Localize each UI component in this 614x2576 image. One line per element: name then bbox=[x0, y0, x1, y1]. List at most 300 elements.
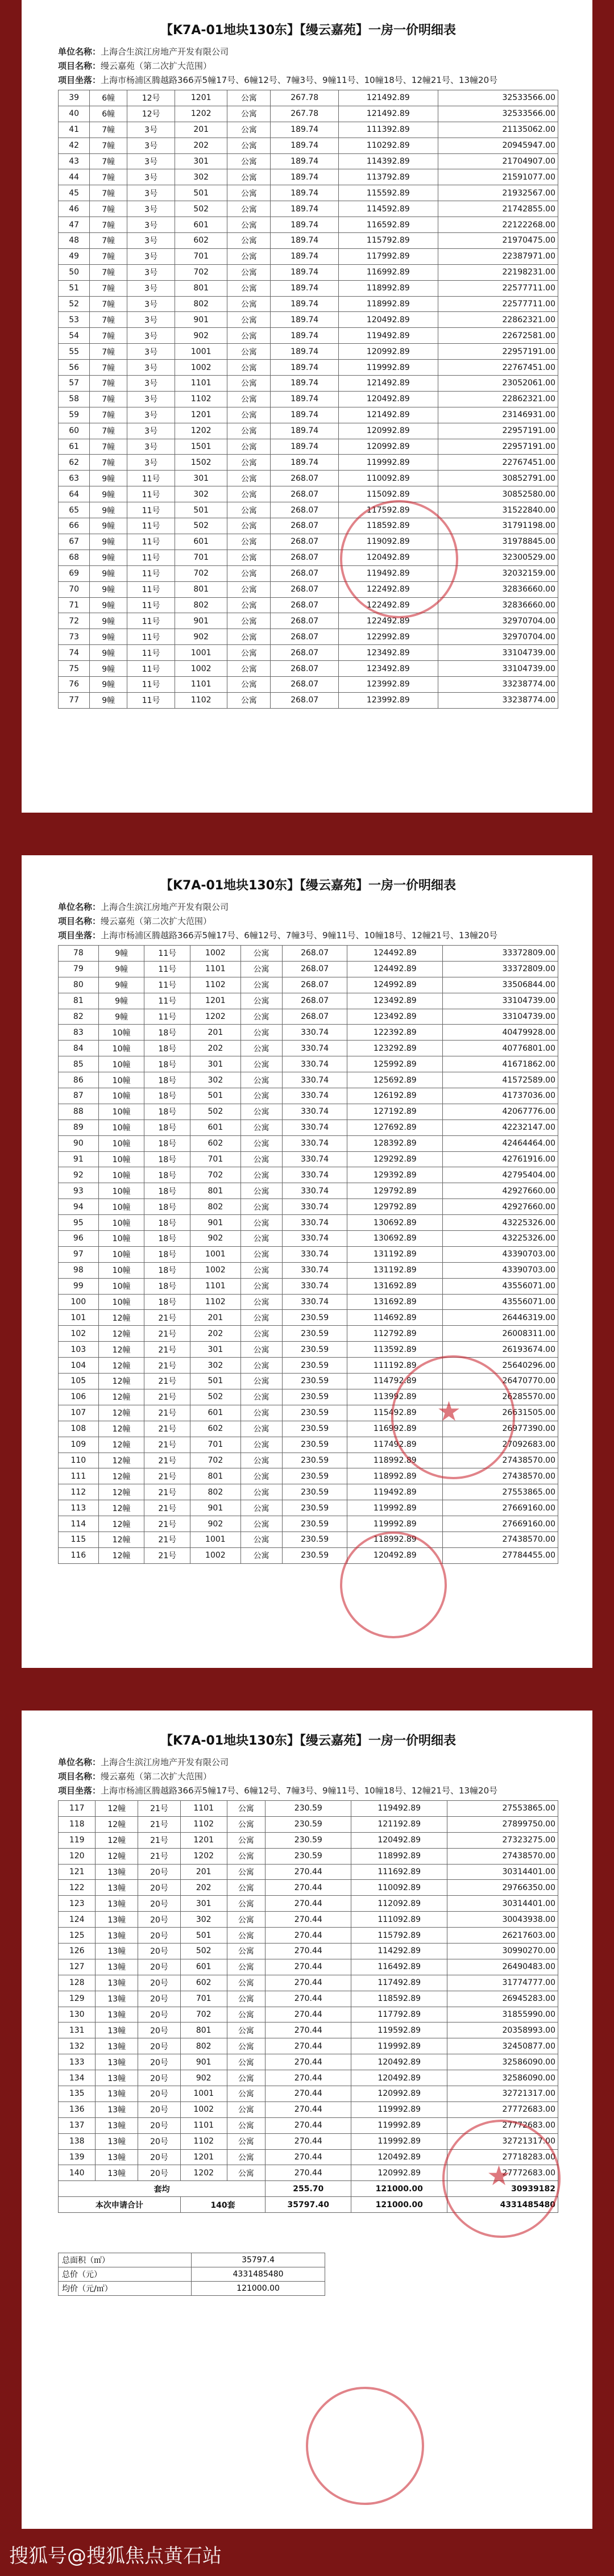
table-cell: 公寓 bbox=[227, 264, 271, 280]
table-cell: 90 bbox=[59, 1135, 99, 1151]
summary-value: 35797.4 bbox=[192, 2253, 325, 2267]
table-cell: 1101 bbox=[190, 1278, 240, 1294]
table-cell: 42 bbox=[59, 138, 90, 153]
table-cell: 18号 bbox=[144, 1072, 190, 1088]
table-cell: 502 bbox=[190, 1104, 240, 1120]
table-cell: 119092.89 bbox=[338, 534, 438, 550]
table-cell: 116 bbox=[59, 1547, 99, 1563]
table-cell: 21号 bbox=[144, 1453, 190, 1468]
table-row bbox=[59, 502, 558, 518]
table-cell: 公寓 bbox=[227, 502, 271, 518]
table-cell: 公寓 bbox=[240, 1056, 282, 1072]
table-cell: 189.74 bbox=[271, 185, 339, 201]
table-cell: 18号 bbox=[144, 1088, 190, 1104]
table-cell: 111 bbox=[59, 1468, 99, 1484]
table-cell: 11号 bbox=[127, 486, 175, 502]
table-cell: 9幢 bbox=[90, 550, 127, 565]
table-cell: 75 bbox=[59, 661, 90, 677]
table-cell: 201 bbox=[190, 1025, 240, 1041]
table-cell: 7幢 bbox=[90, 233, 127, 249]
table-cell: 13幢 bbox=[96, 1880, 138, 1896]
table-cell: 21号 bbox=[144, 1342, 190, 1358]
table-row bbox=[59, 613, 558, 629]
total-amount: 4331485480 bbox=[447, 2197, 558, 2213]
table-cell: 42232147.00 bbox=[443, 1120, 558, 1135]
table-cell: 1001 bbox=[175, 645, 227, 661]
table-cell: 12幢 bbox=[98, 1500, 144, 1516]
table-row bbox=[59, 534, 558, 550]
table-cell: 20号 bbox=[138, 1959, 181, 1975]
table-cell: 41671862.00 bbox=[443, 1056, 558, 1072]
table-cell: 118592.89 bbox=[338, 518, 438, 534]
table-cell: 21970475.00 bbox=[438, 233, 558, 249]
table-cell: 113992.89 bbox=[347, 1389, 443, 1405]
project-label: 项目名称： bbox=[58, 61, 101, 71]
table-cell: 301 bbox=[175, 471, 227, 486]
summary-table bbox=[58, 2253, 325, 2296]
table-row bbox=[59, 1009, 558, 1025]
table-cell: 7幢 bbox=[90, 296, 127, 312]
table-cell: 124992.89 bbox=[347, 977, 443, 993]
table-cell: 133 bbox=[59, 2054, 96, 2070]
table-cell: 公寓 bbox=[227, 1944, 265, 1959]
table-cell: 公寓 bbox=[227, 328, 271, 344]
table-cell: 302 bbox=[180, 1912, 227, 1928]
table-cell: 30043938.00 bbox=[447, 1912, 558, 1928]
table-cell: 71 bbox=[59, 597, 90, 613]
table-cell: 公寓 bbox=[227, 1912, 265, 1928]
table-cell: 82 bbox=[59, 1009, 99, 1025]
table-cell: 202 bbox=[175, 138, 227, 153]
table-row bbox=[59, 312, 558, 328]
table-cell: 270.44 bbox=[265, 2054, 351, 2070]
table-cell: 20号 bbox=[138, 1975, 181, 1991]
table-cell: 13幢 bbox=[96, 1975, 138, 1991]
table-row bbox=[59, 1199, 558, 1215]
table-cell: 330.74 bbox=[282, 1183, 347, 1199]
project-name: 缦云嘉苑（第二次扩大范围） bbox=[101, 61, 212, 71]
table-cell: 330.74 bbox=[282, 1135, 347, 1151]
table-cell: 120492.89 bbox=[351, 2149, 447, 2165]
table-cell: 22672581.00 bbox=[438, 328, 558, 344]
table-row bbox=[59, 1262, 558, 1278]
table-row bbox=[59, 407, 558, 423]
average-label: 套均 bbox=[59, 2181, 265, 2197]
table-cell: 27772683.00 bbox=[447, 2101, 558, 2117]
table-cell: 21号 bbox=[144, 1500, 190, 1516]
table-cell: 21742855.00 bbox=[438, 201, 558, 217]
table-cell: 公寓 bbox=[240, 1025, 282, 1041]
table-cell: 112 bbox=[59, 1484, 99, 1500]
table-cell: 21号 bbox=[138, 1848, 181, 1864]
table-cell: 230.59 bbox=[282, 1421, 347, 1437]
table-cell: 1002 bbox=[175, 661, 227, 677]
table-cell: 77 bbox=[59, 692, 90, 708]
table-cell: 131 bbox=[59, 2022, 96, 2038]
table-cell: 公寓 bbox=[227, 645, 271, 661]
table-cell: 公寓 bbox=[227, 2022, 265, 2038]
table-row bbox=[59, 1532, 558, 1547]
page-title: 【K7A-01地块130东】【缦云嘉苑】一房一价明细表 bbox=[160, 879, 457, 893]
table-cell: 84 bbox=[59, 1041, 99, 1056]
table-cell: 公寓 bbox=[227, 1848, 265, 1864]
table-row bbox=[59, 1848, 558, 1864]
table-row bbox=[59, 169, 558, 185]
table-cell: 22862321.00 bbox=[438, 312, 558, 328]
table-cell: 302 bbox=[175, 486, 227, 502]
average-total: 30939182 bbox=[447, 2181, 558, 2197]
table-cell: 公寓 bbox=[240, 1484, 282, 1500]
table-cell: 3号 bbox=[127, 391, 175, 407]
table-cell: 122492.89 bbox=[338, 597, 438, 613]
table-cell: 21号 bbox=[144, 1326, 190, 1342]
table-cell: 62 bbox=[59, 455, 90, 471]
table-cell: 11号 bbox=[127, 692, 175, 708]
table-cell: 73 bbox=[59, 629, 90, 645]
table-cell: 1002 bbox=[190, 946, 240, 962]
table-cell: 18号 bbox=[144, 1278, 190, 1294]
table-cell: 23052061.00 bbox=[438, 376, 558, 392]
table-row bbox=[59, 550, 558, 565]
table-cell: 公寓 bbox=[227, 280, 271, 296]
table-cell: 268.07 bbox=[271, 502, 339, 518]
table-cell: 268.07 bbox=[271, 550, 339, 565]
table-cell: 1202 bbox=[175, 423, 227, 439]
table-cell: 1001 bbox=[175, 344, 227, 360]
table-cell: 601 bbox=[175, 217, 227, 233]
table-row bbox=[59, 1104, 558, 1120]
project-address: 上海市杨浦区腾越路366弄5幢17号、6幢12号、7幢3号、9幢11号、10幢18号、12幢21号、13幢20号 bbox=[101, 1786, 498, 1796]
table-cell: 3号 bbox=[127, 138, 175, 153]
table-cell: 117792.89 bbox=[351, 2007, 447, 2022]
table-cell: 30314401.00 bbox=[447, 1896, 558, 1912]
table-cell: 120992.89 bbox=[338, 423, 438, 439]
table-cell: 120992.89 bbox=[351, 2165, 447, 2181]
table-cell: 120492.89 bbox=[338, 312, 438, 328]
table-cell: 26470770.00 bbox=[443, 1374, 558, 1389]
table-cell: 13幢 bbox=[96, 1912, 138, 1928]
table-cell: 131692.89 bbox=[347, 1278, 443, 1294]
table-cell: 10幢 bbox=[98, 1262, 144, 1278]
table-cell: 18号 bbox=[144, 1025, 190, 1041]
table-cell: 公寓 bbox=[240, 1326, 282, 1342]
table-cell: 115 bbox=[59, 1532, 99, 1547]
table-cell: 40479928.00 bbox=[443, 1025, 558, 1041]
official-seal bbox=[306, 2387, 424, 2505]
table-cell: 18号 bbox=[144, 1151, 190, 1167]
table-cell: 11号 bbox=[127, 565, 175, 581]
table-cell: 9幢 bbox=[90, 471, 127, 486]
table-cell: 21号 bbox=[138, 1801, 181, 1817]
table-cell: 43556071.00 bbox=[443, 1294, 558, 1310]
table-cell: 10幢 bbox=[98, 1199, 144, 1215]
table-cell: 502 bbox=[190, 1389, 240, 1405]
table-row bbox=[59, 360, 558, 376]
table-cell: 130692.89 bbox=[347, 1215, 443, 1231]
table-row bbox=[59, 423, 558, 439]
table-cell: 公寓 bbox=[240, 1088, 282, 1104]
table-cell: 公寓 bbox=[227, 1816, 265, 1832]
table-cell: 30852580.00 bbox=[438, 486, 558, 502]
table-cell: 13幢 bbox=[96, 2149, 138, 2165]
table-cell: 公寓 bbox=[227, 106, 271, 122]
table-cell: 270.44 bbox=[265, 2101, 351, 2117]
table-cell: 111692.89 bbox=[351, 1864, 447, 1880]
table-cell: 26217603.00 bbox=[447, 1928, 558, 1944]
table-cell: 9幢 bbox=[90, 486, 127, 502]
table-cell: 13幢 bbox=[96, 1928, 138, 1944]
table-cell: 公寓 bbox=[227, 692, 271, 708]
table-row bbox=[59, 328, 558, 344]
table-row bbox=[59, 946, 558, 962]
table-cell: 10幢 bbox=[98, 1120, 144, 1135]
table-cell: 10幢 bbox=[98, 1278, 144, 1294]
table-cell: 13幢 bbox=[96, 2101, 138, 2117]
table-row bbox=[59, 1310, 558, 1326]
table-cell: 81 bbox=[59, 993, 99, 1009]
table-cell: 1201 bbox=[180, 1832, 227, 1848]
table-cell: 40776801.00 bbox=[443, 1041, 558, 1056]
table-cell: 1102 bbox=[180, 1816, 227, 1832]
table-cell: 120492.89 bbox=[351, 2054, 447, 2070]
table-cell: 公寓 bbox=[227, 486, 271, 502]
table-cell: 11号 bbox=[127, 613, 175, 629]
table-cell: 267.78 bbox=[271, 106, 339, 122]
table-cell: 114592.89 bbox=[338, 201, 438, 217]
table-cell: 27553865.00 bbox=[447, 1801, 558, 1817]
table-cell: 108 bbox=[59, 1421, 99, 1437]
table-cell: 230.59 bbox=[282, 1516, 347, 1532]
table-cell: 1002 bbox=[175, 360, 227, 376]
table-cell: 10幢 bbox=[98, 1104, 144, 1120]
table-cell: 27092683.00 bbox=[443, 1437, 558, 1453]
table-cell: 3号 bbox=[127, 328, 175, 344]
table-cell: 501 bbox=[190, 1088, 240, 1104]
table-cell: 7幢 bbox=[90, 360, 127, 376]
total-area: 35797.40 bbox=[265, 2197, 351, 2213]
table-cell: 1201 bbox=[175, 407, 227, 423]
table-cell: 330.74 bbox=[282, 1199, 347, 1215]
table-cell: 801 bbox=[175, 280, 227, 296]
table-cell: 26490483.00 bbox=[447, 1959, 558, 1975]
table-row bbox=[59, 1056, 558, 1072]
table-cell: 7幢 bbox=[90, 280, 127, 296]
table-cell: 301 bbox=[190, 1056, 240, 1072]
table-row bbox=[59, 1975, 558, 1991]
table-cell: 88 bbox=[59, 1104, 99, 1120]
table-cell: 98 bbox=[59, 1262, 99, 1278]
table-cell: 21932567.00 bbox=[438, 185, 558, 201]
table-cell: 43390703.00 bbox=[443, 1262, 558, 1278]
table-cell: 1202 bbox=[180, 2165, 227, 2181]
table-cell: 270.44 bbox=[265, 1991, 351, 2007]
summary-row bbox=[59, 2253, 325, 2267]
table-cell: 47 bbox=[59, 217, 90, 233]
table-cell: 公寓 bbox=[227, 1864, 265, 1880]
table-cell: 10幢 bbox=[98, 1231, 144, 1247]
table-cell: 330.74 bbox=[282, 1215, 347, 1231]
table-cell: 130 bbox=[59, 2007, 96, 2022]
table-cell: 9幢 bbox=[90, 645, 127, 661]
table-cell: 123992.89 bbox=[338, 676, 438, 692]
table-cell: 32450877.00 bbox=[447, 2038, 558, 2054]
table-cell: 公寓 bbox=[227, 169, 271, 185]
table-cell: 9幢 bbox=[90, 629, 127, 645]
table-cell: 12幢 bbox=[98, 1389, 144, 1405]
table-cell: 33104739.00 bbox=[443, 1009, 558, 1025]
table-cell: 26193674.00 bbox=[443, 1342, 558, 1358]
table-cell: 230.59 bbox=[282, 1310, 347, 1326]
table-cell: 3号 bbox=[127, 185, 175, 201]
table-cell: 公寓 bbox=[240, 993, 282, 1009]
table-cell: 117492.89 bbox=[351, 1975, 447, 1991]
table-cell: 20号 bbox=[138, 2086, 181, 2102]
table-row bbox=[59, 1864, 558, 1880]
average-area: 255.70 bbox=[265, 2181, 351, 2197]
table-cell: 118992.89 bbox=[338, 280, 438, 296]
table-cell: 公寓 bbox=[240, 1405, 282, 1421]
table-cell: 702 bbox=[175, 264, 227, 280]
table-cell: 189.74 bbox=[271, 407, 339, 423]
table-cell: 11号 bbox=[144, 961, 190, 977]
table-cell: 公寓 bbox=[227, 581, 271, 597]
table-cell: 20号 bbox=[138, 1896, 181, 1912]
table-cell: 3号 bbox=[127, 280, 175, 296]
table-cell: 111192.89 bbox=[347, 1358, 443, 1374]
table-cell: 9幢 bbox=[90, 518, 127, 534]
table-cell: 1001 bbox=[180, 2086, 227, 2102]
table-cell: 67 bbox=[59, 534, 90, 550]
table-cell: 公寓 bbox=[240, 1120, 282, 1135]
table-cell: 68 bbox=[59, 550, 90, 565]
table-cell: 80 bbox=[59, 977, 99, 993]
table-cell: 114792.89 bbox=[347, 1374, 443, 1389]
table-cell: 7幢 bbox=[90, 169, 127, 185]
table-cell: 公寓 bbox=[227, 344, 271, 360]
table-row bbox=[59, 518, 558, 534]
project-label: 项目名称： bbox=[58, 1771, 101, 1782]
table-cell: 3号 bbox=[127, 360, 175, 376]
table-cell: 27438570.00 bbox=[447, 1848, 558, 1864]
table-cell: 52 bbox=[59, 296, 90, 312]
table-row bbox=[59, 486, 558, 502]
table-cell: 45 bbox=[59, 185, 90, 201]
table-cell: 189.74 bbox=[271, 439, 339, 455]
table-cell: 31522840.00 bbox=[438, 502, 558, 518]
table-cell: 12幢 bbox=[98, 1374, 144, 1389]
table-cell: 501 bbox=[190, 1374, 240, 1389]
table-cell: 112792.89 bbox=[347, 1326, 443, 1342]
table-cell: 21号 bbox=[138, 1816, 181, 1832]
table-cell: 119592.89 bbox=[351, 2022, 447, 2038]
table-cell: 1101 bbox=[180, 2117, 227, 2133]
table-cell: 32533566.00 bbox=[438, 90, 558, 106]
table-cell: 公寓 bbox=[227, 2133, 265, 2149]
table-cell: 78 bbox=[59, 946, 99, 962]
table-cell: 123292.89 bbox=[347, 1041, 443, 1056]
table-cell: 126192.89 bbox=[347, 1088, 443, 1104]
table-cell: 11号 bbox=[127, 676, 175, 692]
table-cell: 202 bbox=[190, 1041, 240, 1056]
table-row bbox=[59, 1801, 558, 1817]
table-cell: 7幢 bbox=[90, 455, 127, 471]
table-cell: 21号 bbox=[144, 1437, 190, 1453]
table-cell: 12幢 bbox=[98, 1421, 144, 1437]
address-label: 项目坐落： bbox=[58, 930, 101, 940]
table-cell: 118992.89 bbox=[347, 1453, 443, 1468]
table-cell: 56 bbox=[59, 360, 90, 376]
table-cell: 18号 bbox=[144, 1231, 190, 1247]
table-cell: 18号 bbox=[144, 1183, 190, 1199]
table-cell: 501 bbox=[175, 185, 227, 201]
table-cell: 701 bbox=[190, 1151, 240, 1167]
table-cell: 公寓 bbox=[227, 534, 271, 550]
table-cell: 86 bbox=[59, 1072, 99, 1088]
table-cell: 1001 bbox=[190, 1246, 240, 1262]
table-row bbox=[59, 280, 558, 296]
table-cell: 10幢 bbox=[98, 1246, 144, 1262]
table-cell: 51 bbox=[59, 280, 90, 296]
table-cell: 30314401.00 bbox=[447, 1864, 558, 1880]
table-cell: 63 bbox=[59, 471, 90, 486]
table-cell: 22387971.00 bbox=[438, 248, 558, 264]
table-cell: 公寓 bbox=[227, 2101, 265, 2117]
table-cell: 601 bbox=[190, 1405, 240, 1421]
table-cell: 13幢 bbox=[96, 1991, 138, 2007]
table-cell: 1102 bbox=[190, 1294, 240, 1310]
table-cell: 130692.89 bbox=[347, 1231, 443, 1247]
table-cell: 公寓 bbox=[240, 946, 282, 962]
table-cell: 11号 bbox=[127, 518, 175, 534]
table-cell: 公寓 bbox=[240, 1389, 282, 1405]
table-cell: 66 bbox=[59, 518, 90, 534]
table-cell: 189.74 bbox=[271, 360, 339, 376]
table-cell: 公寓 bbox=[240, 977, 282, 993]
table-row bbox=[59, 1151, 558, 1167]
table-row bbox=[59, 1816, 558, 1832]
table-cell: 120492.89 bbox=[347, 1547, 443, 1563]
table-cell: 1101 bbox=[190, 961, 240, 977]
table-cell: 330.74 bbox=[282, 1294, 347, 1310]
table-cell: 268.07 bbox=[282, 977, 347, 993]
table-cell: 12幢 bbox=[96, 1832, 138, 1848]
table-cell: 119992.89 bbox=[347, 1500, 443, 1516]
table-cell: 107 bbox=[59, 1405, 99, 1421]
table-cell: 230.59 bbox=[282, 1358, 347, 1374]
table-cell: 33238774.00 bbox=[438, 692, 558, 708]
table-cell: 103 bbox=[59, 1342, 99, 1358]
table-cell: 32586090.00 bbox=[447, 2054, 558, 2070]
summary-label: 总价（元） bbox=[59, 2267, 192, 2282]
table-cell: 公寓 bbox=[227, 629, 271, 645]
table-cell: 公寓 bbox=[240, 961, 282, 977]
table-row bbox=[59, 122, 558, 138]
table-cell: 3号 bbox=[127, 201, 175, 217]
table-cell: 20号 bbox=[138, 2117, 181, 2133]
table-cell: 118992.89 bbox=[347, 1468, 443, 1484]
table-cell: 公寓 bbox=[227, 1880, 265, 1896]
table-cell: 105 bbox=[59, 1374, 99, 1389]
table-row bbox=[59, 1246, 558, 1262]
table-cell: 270.44 bbox=[265, 2149, 351, 2165]
table-cell: 123492.89 bbox=[347, 1009, 443, 1025]
table-cell: 267.78 bbox=[271, 90, 339, 106]
table-cell: 901 bbox=[190, 1215, 240, 1231]
table-cell: 502 bbox=[175, 518, 227, 534]
table-cell: 12幢 bbox=[98, 1405, 144, 1421]
table-cell: 13幢 bbox=[96, 2117, 138, 2133]
table-cell: 502 bbox=[175, 201, 227, 217]
